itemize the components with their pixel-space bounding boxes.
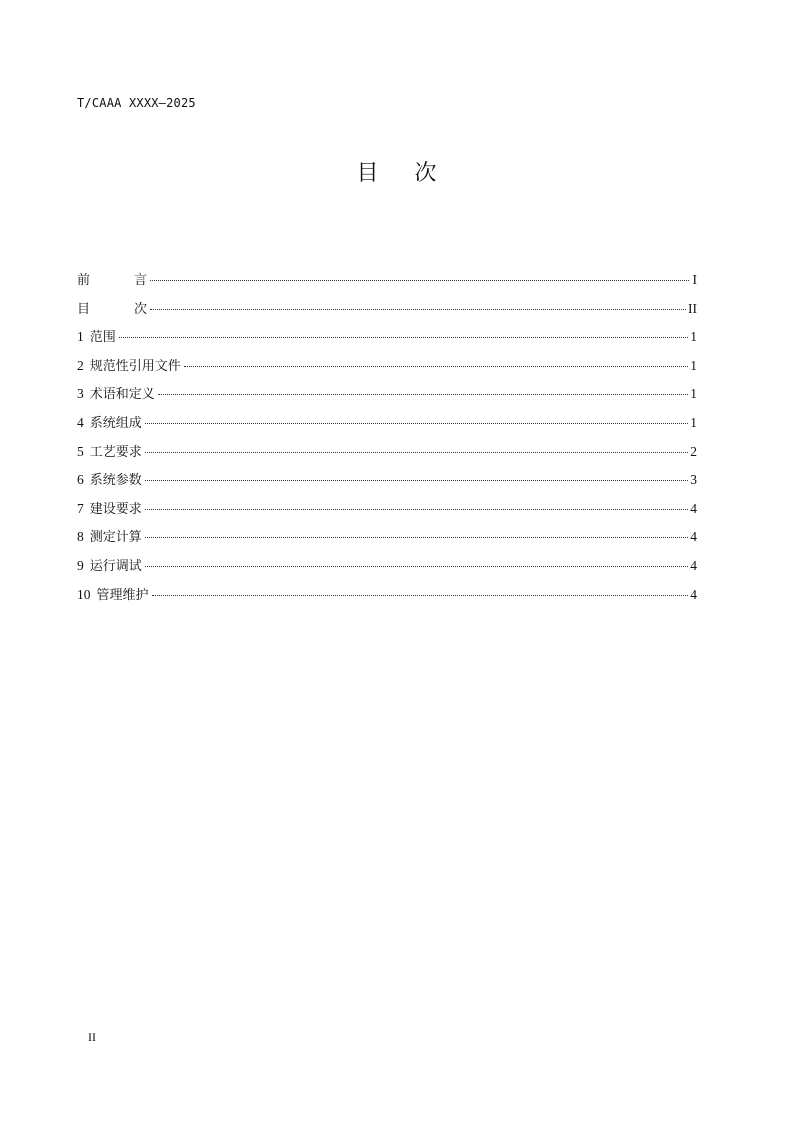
toc-entry-page: 1 xyxy=(690,357,697,373)
toc-entry-construction-requirements[interactable] xyxy=(77,495,697,524)
toc-entry-page: II xyxy=(688,300,697,316)
toc-entry-number: 7 xyxy=(77,500,84,516)
dot-leader xyxy=(145,451,688,453)
toc-entry-label: 测定计算 xyxy=(89,530,142,546)
toc-entry-operation-commissioning[interactable] xyxy=(77,552,697,581)
toc-entry-number: 6 xyxy=(77,472,84,488)
dot-leader xyxy=(145,536,688,538)
toc-entry-page: 4 xyxy=(690,529,697,545)
toc-entry-number: 5 xyxy=(77,443,84,459)
toc-entry-page: 1 xyxy=(690,329,697,345)
toc-entry-number: 10 xyxy=(77,586,91,602)
toc-entry-number: 3 xyxy=(77,386,84,402)
dot-leader xyxy=(145,508,688,510)
toc-entry-label: 系统参数 xyxy=(89,473,142,489)
toc-entry-number: 2 xyxy=(77,357,84,373)
toc-entry-measurement-calculation[interactable] xyxy=(77,523,697,552)
toc-entry-normative-references[interactable] xyxy=(77,352,697,381)
document-code: T/CAAA XXXX—2025 xyxy=(77,96,196,110)
toc-entry-label: 规范性引用文件 xyxy=(89,358,181,374)
toc-entry-label: 工艺要求 xyxy=(89,444,142,460)
page-title-char-1: 目 xyxy=(356,161,379,186)
toc-entry-system-composition[interactable] xyxy=(77,409,697,438)
toc-entry-page: 2 xyxy=(690,443,697,459)
toc-entry-page: 3 xyxy=(690,472,697,488)
toc-entry-number: 4 xyxy=(77,414,84,430)
page-number: II xyxy=(88,1030,96,1044)
toc-entry-page: 1 xyxy=(690,414,697,430)
toc-entry-label: 术语和定义 xyxy=(89,387,155,403)
toc-entry-label-char-2: 次 xyxy=(133,301,147,317)
toc-entry-label: 运行调试 xyxy=(89,558,142,574)
toc-entry-label: 管理维护 xyxy=(96,587,149,603)
table-of-contents xyxy=(77,266,697,609)
toc-entry-process-requirements[interactable] xyxy=(77,438,697,467)
dot-leader xyxy=(184,365,688,367)
toc-entry-label-char-1: 前 xyxy=(77,273,91,288)
dot-leader xyxy=(145,565,688,567)
dot-leader xyxy=(119,336,688,338)
toc-entry-number: 1 xyxy=(77,329,84,345)
toc-entry-management-maintenance[interactable] xyxy=(77,581,697,610)
toc-entry-page: 1 xyxy=(690,386,697,402)
toc-entry-contents[interactable] xyxy=(77,295,697,324)
dot-leader xyxy=(150,308,686,310)
toc-entry-page: I xyxy=(692,272,697,287)
toc-entry-label xyxy=(77,267,147,296)
dot-leader xyxy=(158,393,688,395)
toc-entry-label xyxy=(77,296,147,325)
page-title xyxy=(0,158,793,190)
toc-entry-page: 4 xyxy=(690,586,697,602)
toc-entry-label: 系统组成 xyxy=(89,415,142,431)
toc-entry-label: 范围 xyxy=(89,330,116,346)
page-title-char-2: 次 xyxy=(414,161,437,186)
toc-entry-page: 4 xyxy=(690,500,697,516)
toc-entry-terms-definitions[interactable] xyxy=(77,380,697,409)
toc-entry-number: 9 xyxy=(77,557,84,573)
toc-entry-number: 8 xyxy=(77,529,84,545)
dot-leader xyxy=(145,479,688,481)
toc-entry-system-parameters[interactable] xyxy=(77,466,697,495)
toc-entry-label: 建设要求 xyxy=(89,501,142,517)
toc-entry-label-char-1: 目 xyxy=(77,301,91,317)
dot-leader xyxy=(150,279,689,281)
toc-entry-label-char-2: 言 xyxy=(133,273,147,288)
toc-entry-scope[interactable] xyxy=(77,323,697,352)
toc-entry-foreword[interactable] xyxy=(77,266,697,295)
toc-entry-page: 4 xyxy=(690,557,697,573)
dot-leader xyxy=(152,594,689,596)
dot-leader xyxy=(145,422,688,424)
